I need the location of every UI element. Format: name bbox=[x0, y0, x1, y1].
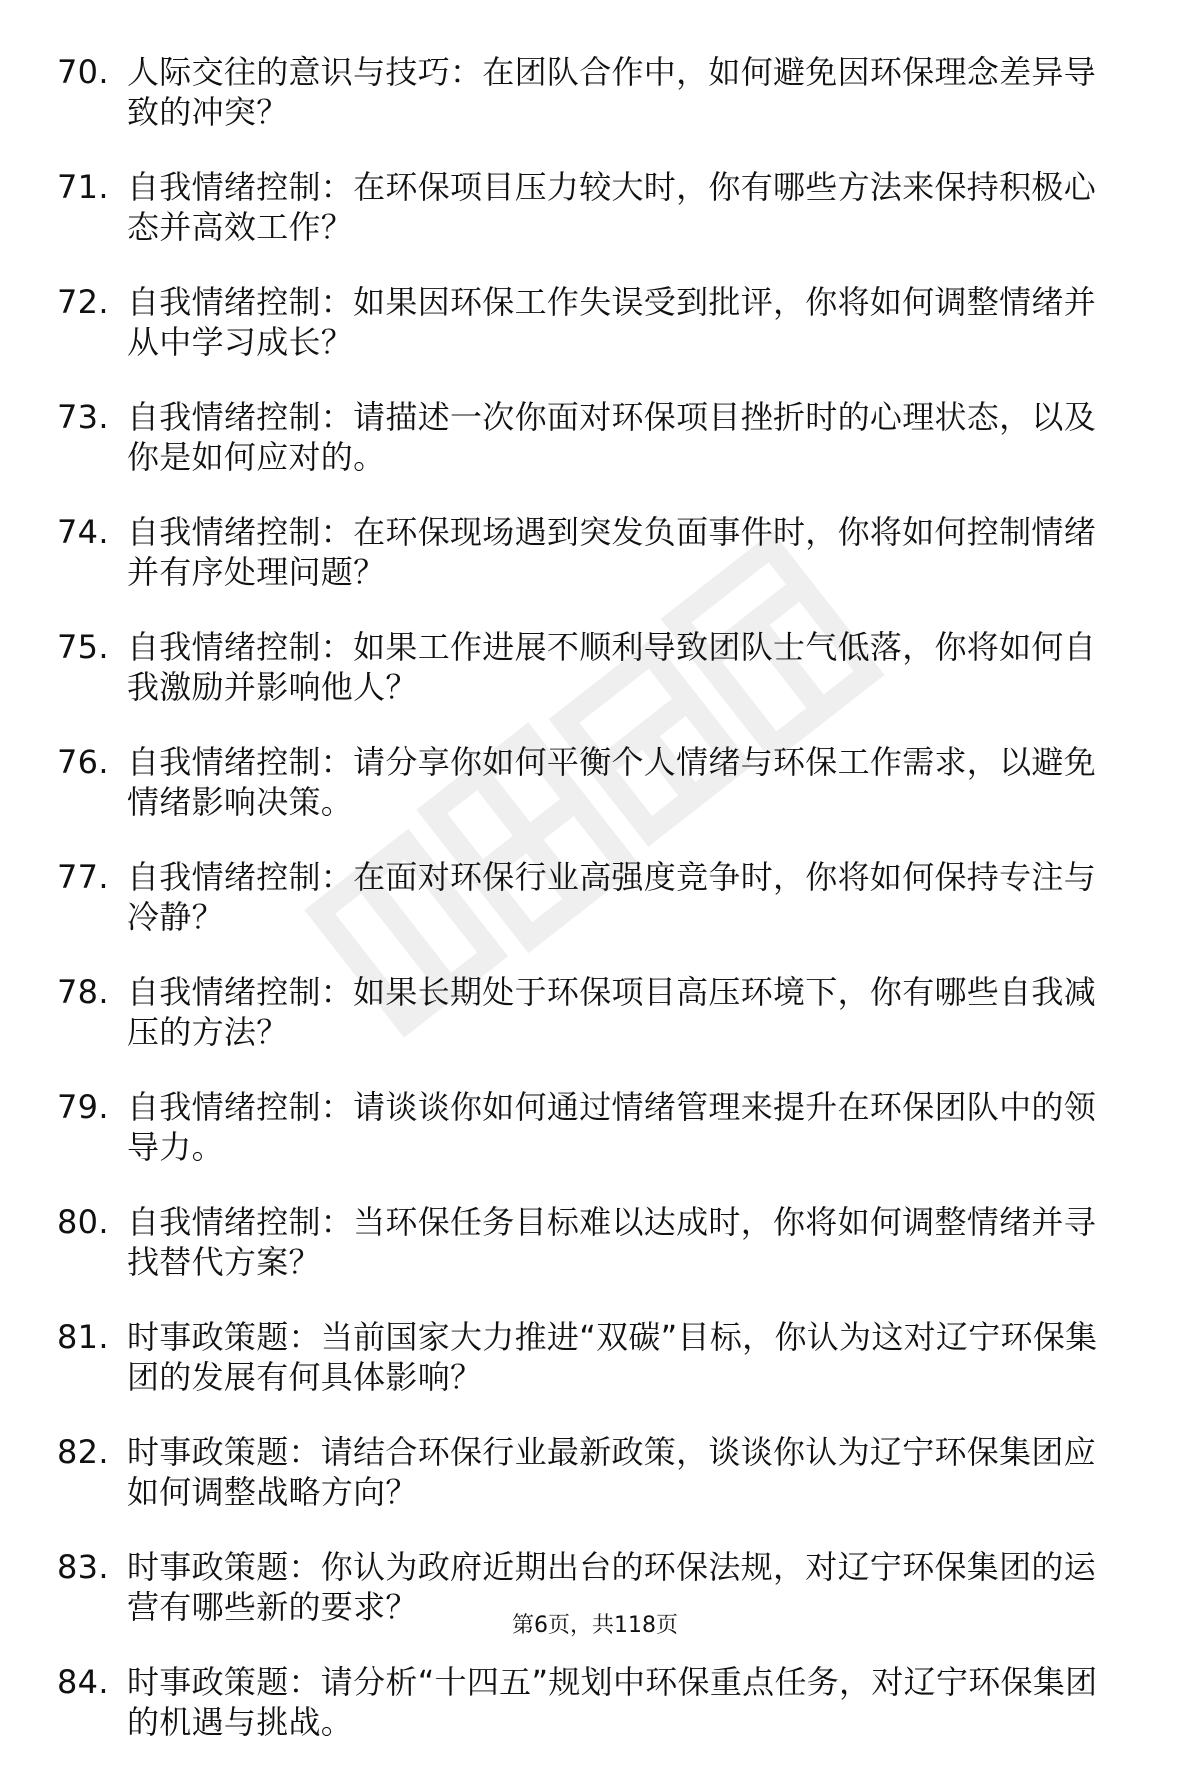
question-text: 时事政策题：请结合环保行业最新政策，谈谈你认为辽宁环保集团应如何调整战略方向？ bbox=[127, 1433, 1097, 1511]
question-text: 自我情绪控制：如果因环保工作失误受到批评，你将如何调整情绪并从中学习成长？ bbox=[127, 283, 1097, 361]
question-number: 79. bbox=[57, 1088, 109, 1126]
question-item bbox=[0, 972, 1190, 1052]
question-text: 自我情绪控制：请描述一次你面对环保项目挫折时的心理状态，以及你是如何应对的。 bbox=[127, 398, 1097, 476]
question-list bbox=[0, 52, 1190, 1777]
question-item bbox=[0, 512, 1190, 592]
question-item bbox=[0, 1662, 1190, 1742]
question-item bbox=[0, 857, 1190, 937]
question-text: 自我情绪控制：如果长期处于环保项目高压环境下，你有哪些自我减压的方法？ bbox=[127, 973, 1097, 1051]
question-item bbox=[0, 397, 1190, 477]
question-item bbox=[0, 1432, 1190, 1512]
question-number: 78. bbox=[57, 973, 109, 1011]
page-footer bbox=[0, 1612, 1190, 1640]
question-text: 自我情绪控制：请分享你如何平衡个人情绪与环保工作需求，以避免情绪影响决策。 bbox=[127, 743, 1097, 821]
question-number: 71. bbox=[57, 168, 109, 206]
question-number: 84. bbox=[57, 1663, 109, 1701]
question-number: 83. bbox=[57, 1548, 109, 1586]
question-number: 70. bbox=[57, 53, 109, 91]
question-item bbox=[0, 52, 1190, 132]
question-number: 82. bbox=[57, 1433, 109, 1471]
question-text: 时事政策题：请分析“十四五”规划中环保重点任务，对辽宁环保集团的机遇与挑战。 bbox=[127, 1663, 1098, 1741]
question-item bbox=[0, 1202, 1190, 1282]
question-item bbox=[0, 1087, 1190, 1167]
question-number: 76. bbox=[57, 743, 109, 781]
question-number: 77. bbox=[57, 858, 109, 896]
question-number: 74. bbox=[57, 513, 109, 551]
question-number: 80. bbox=[57, 1203, 109, 1241]
question-text: 时事政策题：当前国家大力推进“双碳”目标，你认为这对辽宁环保集团的发展有何具体影响？ bbox=[127, 1318, 1098, 1396]
question-item bbox=[0, 167, 1190, 247]
question-text: 自我情绪控制：请谈谈你如何通过情绪管理来提升在环保团队中的领导力。 bbox=[127, 1088, 1097, 1166]
question-text: 自我情绪控制：当环保任务目标难以达成时，你将如何调整情绪并寻找替代方案？ bbox=[127, 1203, 1097, 1281]
question-number: 81. bbox=[57, 1318, 109, 1356]
question-text: 自我情绪控制：如果工作进展不顺利导致团队士气低落，你将如何自我激励并影响他人？ bbox=[127, 628, 1097, 706]
question-text: 人际交往的意识与技巧：在团队合作中，如何避免因环保理念差异导致的冲突？ bbox=[127, 53, 1097, 131]
question-text: 自我情绪控制：在环保现场遇到突发负面事件时，你将如何控制情绪并有序处理问题？ bbox=[127, 513, 1097, 591]
question-item bbox=[0, 627, 1190, 707]
question-item bbox=[0, 1317, 1190, 1397]
question-number: 72. bbox=[57, 283, 109, 321]
question-number: 73. bbox=[57, 398, 109, 436]
question-item bbox=[0, 282, 1190, 362]
question-item bbox=[0, 742, 1190, 822]
question-number: 75. bbox=[57, 628, 109, 666]
question-text: 自我情绪控制：在面对环保行业高强度竞争时，你将如何保持专注与冷静？ bbox=[127, 858, 1097, 936]
page-number-label: 第6页，共118页 bbox=[512, 1613, 678, 1638]
question-text: 时事政策题：你认为政府近期出台的环保法规，对辽宁环保集团的运营有哪些新的要求？ bbox=[127, 1548, 1097, 1626]
question-text: 自我情绪控制：在环保项目压力较大时，你有哪些方法来保持积极心态并高效工作？ bbox=[127, 168, 1097, 246]
